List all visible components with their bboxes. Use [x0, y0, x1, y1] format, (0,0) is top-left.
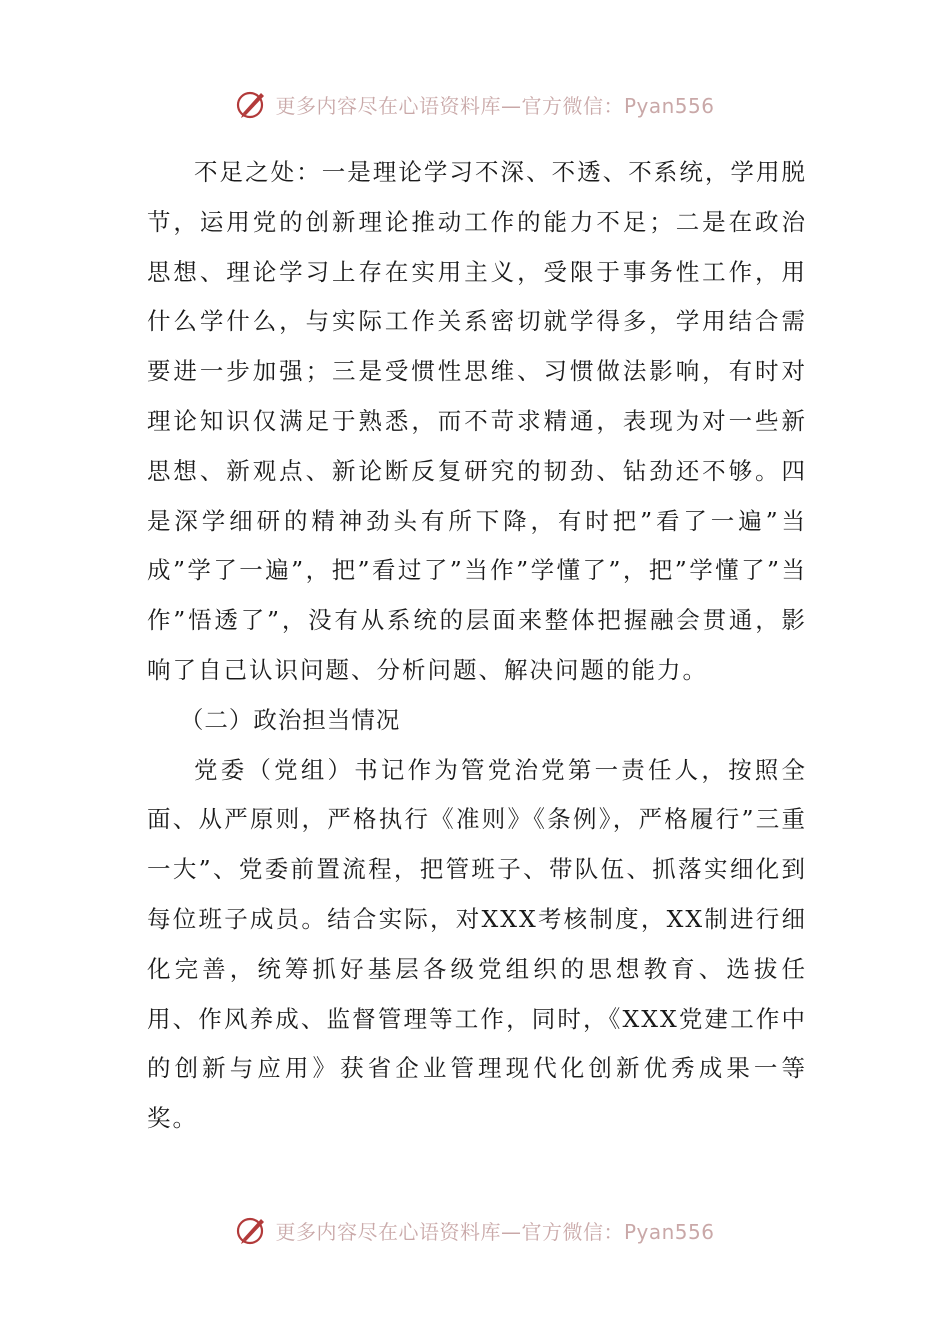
watermark-text: 更多内容尽在心语资料库—官方微信：Pyan556: [275, 1219, 715, 1244]
pen-circle-logo-icon: [235, 87, 269, 121]
section-heading: （二）政治担当情况: [179, 705, 401, 734]
paragraph-political-responsibility: 党委（党组）书记作为管党治党第一责任人，按照全面、从严原则，严格执行《准则》《条例》，严格履行”三重一大”、党委前置流程，把管班子、带队伍、抓落实细化到每位班子成员。结合实际，对XXX考核制度，XX制进行细化完善，统筹抓好基层各级党组织的思想教育、选拔任用、作风养成、监督管理等工作，同时，《XXX党建工作中的创新与应用》获省企业管理现代化创新优秀成果一等奖。: [147, 755, 807, 1133]
pen-circle-logo-icon: [235, 1213, 269, 1247]
paragraph-shortcomings: 不足之处：一是理论学习不深、不透、不系统，学用脱节，运用党的创新理论推动工作的能力不足；二是在政治思想、理论学习上存在实用主义，受限于事务性工作，用什么学什么，与实际工作关系密切就学得多，学用结合需要进一步加强；三是受惯性思维、习惯做法影响，有时对理论知识仅满足于熟悉，而不苛求精通，表现为对一些新思想、新观点、新论断反复研究的韧劲、钻劲还不够。四是深学细研的精神劲头有所下降，有时把”看了一遍”当成”学了一遍”，把”看过了”当作”学懂了”，把”学懂了”当作”悟透了”，没有从系统的层面来整体把握融会贯通，影响了自己认识问题、分析问题、解决问题的能力。: [147, 158, 807, 684]
watermark-text: 更多内容尽在心语资料库—官方微信：Pyan556: [275, 93, 715, 118]
document-body: [147, 148, 807, 1144]
watermark-header: [0, 84, 950, 124]
watermark-footer: [0, 1210, 950, 1250]
